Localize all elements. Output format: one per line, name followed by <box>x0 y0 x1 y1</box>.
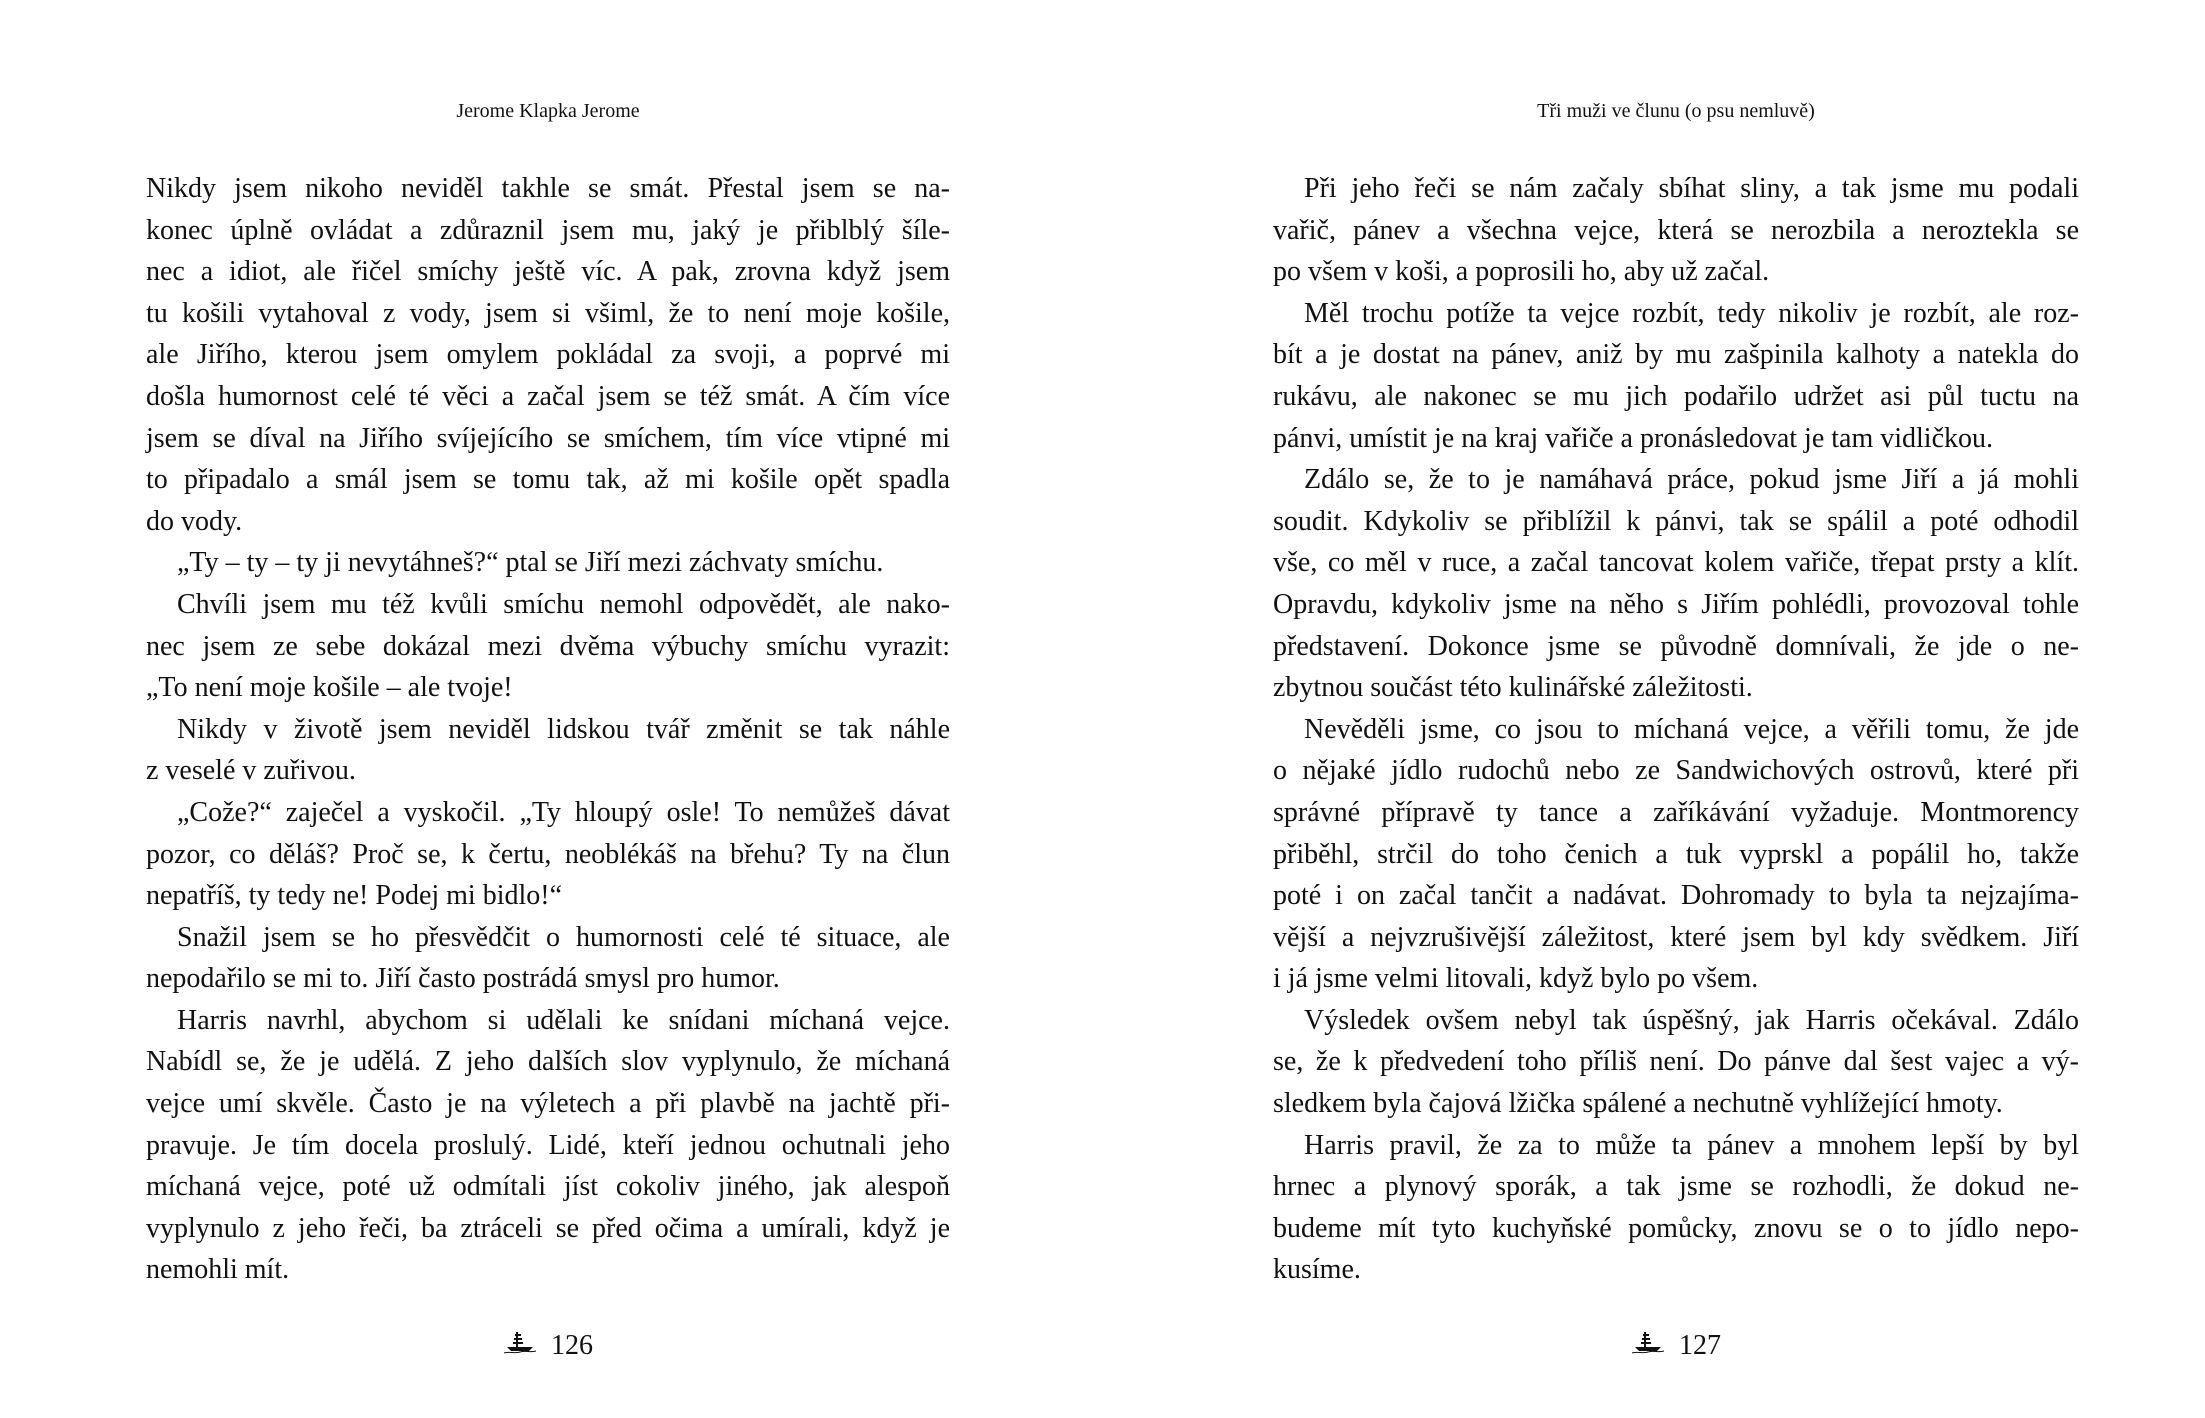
text-line: Chvíli jsem mu též kvůli smíchu nemohl odpovědět, ale nako- <box>177 588 950 620</box>
page-folio <box>146 1330 950 1362</box>
text-line: tu košili vytahoval z vody, jsem si všiml, že to není moje košile, <box>146 297 950 329</box>
text-line: Nikdy jsem nikoho neviděl takhle se smát. Přestal jsem se na- <box>146 173 950 204</box>
text-line: to připadalo a smál jsem se tomu tak, až mi košile opět spadla <box>146 464 950 496</box>
text-line: po všem v koši, a poprosili ho, aby už začal. <box>1273 256 1770 288</box>
paragraph <box>1273 709 2079 1000</box>
text-line: kusíme. <box>1273 1254 1361 1286</box>
text-line: poté i on začal tančit a nadávat. Dohromady to byla ta nejzajíma- <box>1273 880 2079 912</box>
text-line: pozor, co děláš? Proč se, k čertu, neoblékáš na břehu? Ty na člun <box>146 838 950 870</box>
paragraph <box>1273 293 2079 459</box>
paragraph <box>1273 1000 2079 1125</box>
text-line: zbytnou součást této kulinářské záležitosti. <box>1273 672 1753 704</box>
text-line: z veselé v zuřivou. <box>146 755 356 787</box>
page-body <box>146 168 950 1291</box>
paragraph <box>146 168 950 542</box>
text-line: vše, co měl v ruce, a začal tancovat kolem vařiče, třepat prsty a klít. <box>1273 547 2079 579</box>
text-line: Nabídl se, že je udělá. Z jeho dalších slov vyplynulo, že míchaná <box>146 1046 950 1078</box>
text-line: ale Jiřího, kterou jsem omylem pokládal za svoji, a poprvé mi <box>146 339 950 371</box>
sailing-ship-icon <box>503 1330 537 1362</box>
text-line: i já jsme velmi litovali, když bylo po všem. <box>1273 963 1759 995</box>
text-line: bít a je dostat na pánev, aniž by mu zašpinila kalhoty a natekla do <box>1273 339 2079 371</box>
text-line: nec a idiot, ale řičel smíchy ještě víc. A pak, zrovna když jsem <box>146 256 950 288</box>
text-line: se, že k předvedení toho příliš není. Do pánve dal šest vajec a vý- <box>1273 1046 2079 1078</box>
page-number: 126 <box>551 1330 593 1361</box>
page-folio <box>1273 1330 2079 1362</box>
text-line: došla humornost celé té věci a začal jsem se též smát. A čím více <box>146 380 950 412</box>
text-line: správné přípravě ty tance a zaříkávání vyžaduje. Montmorency <box>1273 796 2079 828</box>
text-line: jsem se díval na Jiřího svíjejícího se smíchem, tím více vtipné mi <box>146 422 950 454</box>
left-page <box>146 0 950 1418</box>
paragraph <box>1273 168 2079 293</box>
paragraph <box>146 1000 950 1291</box>
text-line: Zdálo se, že to je namáhavá práce, pokud jsme Jiří a já mohli <box>1304 464 2079 496</box>
text-line: vejce umí skvěle. Často je na výletech a při plavbě na jachtě při- <box>146 1088 950 1120</box>
text-line: nepatříš, ty tedy ne! Podej mi bidlo!“ <box>146 880 563 912</box>
text-line: rukávu, ale nakonec se mu jich podařilo udržet asi půl tuctu na <box>1273 380 2079 412</box>
text-line: sledkem byla čajová lžička spálené a nechutně vyhlížející hmoty. <box>1273 1088 2003 1120</box>
text-line: Opravdu, kdykoliv jsme na něho s Jiřím pohlédli, provozoval tohle <box>1273 588 2079 620</box>
text-line: „Ty – ty – ty ji nevytáhneš?“ ptal se Jiří mezi záchvaty smíchu. <box>177 547 884 579</box>
paragraph <box>1273 459 2079 709</box>
text-line: do vody. <box>146 505 243 537</box>
text-line: budeme mít tyto kuchyňské pomůcky, znovu se o to jídlo nepo- <box>1273 1212 2079 1244</box>
running-head-author: Jerome Klapka Jerome <box>456 100 640 122</box>
text-line: nemohli mít. <box>146 1254 290 1286</box>
text-line: hrnec a plynový sporák, a tak jsme se rozhodli, že dokud ne- <box>1273 1171 2079 1203</box>
text-line: Při jeho řeči se nám začaly sbíhat sliny, a tak jsme mu podali <box>1304 173 2079 204</box>
text-line: Výsledek ovšem nebyl tak úspěšný, jak Harris očekával. Zdálo <box>1304 1004 2079 1036</box>
text-line: „To není moje košile – ale tvoje! <box>146 672 513 704</box>
text-line: soudit. Kdykoliv se přiblížil k pánvi, tak se spálil a poté odhodil <box>1273 505 2079 537</box>
text-line: vější a nejvzrušivější záležitost, které jsem byl kdy svědkem. Jiří <box>1273 921 2079 953</box>
text-line: Měl trochu potíže ta vejce rozbít, tedy nikoliv je rozbít, ale roz- <box>1304 297 2079 329</box>
text-line: pravuje. Je tím docela proslulý. Lidé, kteří jednou ochutnali jeho <box>146 1129 950 1161</box>
text-line: Nevěděli jsme, co jsou to míchaná vejce, a věřili tomu, že jde <box>1304 713 2079 745</box>
paragraph <box>146 709 950 792</box>
text-line: Nikdy v životě jsem neviděl lidskou tvář změnit se tak náhle <box>177 713 950 745</box>
text-line: vařič, pánev a všechna vejce, která se nerozbila a neroztekla se <box>1273 214 2079 246</box>
page-body <box>1273 168 2079 1291</box>
running-head-title: Tři muži ve člunu (o psu nemluvě) <box>1537 100 1815 122</box>
text-line: o nějaké jídlo rudochů nebo ze Sandwichových ostrovů, které při <box>1273 755 2079 787</box>
text-line: pánvi, umístit je na kraj vařiče a pronásledovat je tam vidličkou. <box>1273 422 1994 454</box>
text-line: Harris navrhl, abychom si udělali ke snídani míchaná vejce. <box>177 1004 950 1036</box>
right-page <box>1273 0 2079 1418</box>
paragraph <box>146 917 950 1000</box>
text-line: nepodařilo se mi to. Jiří často postrádá smysl pro humor. <box>146 963 780 995</box>
paragraph <box>146 542 950 584</box>
paragraph <box>1273 1125 2079 1291</box>
text-line: Snažil jsem se ho přesvědčit o humornosti celé té situace, ale <box>177 921 950 953</box>
sailing-ship-icon <box>1631 1330 1665 1362</box>
text-line: vyplynulo z jeho řeči, ba ztráceli se před očima a umírali, když je <box>146 1212 950 1244</box>
text-line: přiběhl, strčil do toho čenich a tuk vyprskl a popálil ho, takže <box>1273 838 2079 870</box>
text-line: nec jsem ze sebe dokázal mezi dvěma výbuchy smíchu vyrazit: <box>146 630 950 662</box>
text-line: představení. Dokonce jsme se původně domnívali, že jde o ne- <box>1273 630 2079 662</box>
paragraph <box>146 792 950 917</box>
paragraph <box>146 584 950 709</box>
text-line: Harris pravil, že za to může ta pánev a mnohem lepší by byl <box>1304 1129 2079 1161</box>
page-number: 127 <box>1679 1330 1721 1361</box>
text-line: míchaná vejce, poté už odmítali jíst cokoliv jiného, jak alespoň <box>146 1171 950 1203</box>
text-line: konec úplně ovládat a zdůraznil jsem mu, jaký je přiblblý šíle- <box>146 214 950 246</box>
text-line: „Cože?“ zaječel a vyskočil. „Ty hloupý osle! To nemůžeš dávat <box>177 796 950 828</box>
